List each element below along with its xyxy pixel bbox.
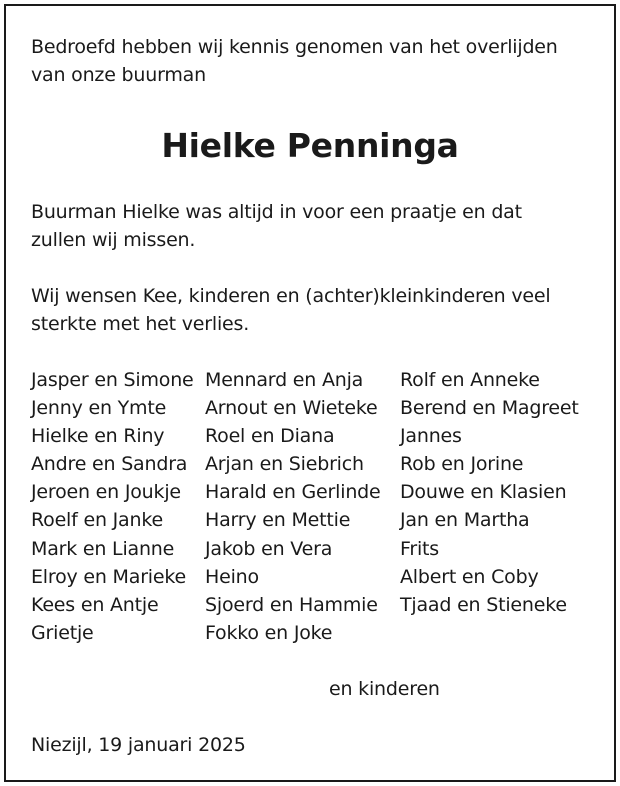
signatory: Jan en Martha xyxy=(400,509,530,532)
signatory: Rolf en Anneke xyxy=(400,369,540,391)
signatory: Fokko en Joke xyxy=(205,621,333,644)
place-date: Niezijl, 19 januari 2025 xyxy=(31,734,246,756)
signatory: Albert en Coby xyxy=(400,565,539,588)
signatory: Frits xyxy=(400,537,439,560)
signatory: Rob en Jorine xyxy=(400,453,524,476)
signatory: Mennard en Anja xyxy=(205,369,364,391)
signatory: Jasper en Simone xyxy=(31,369,194,391)
signatory: Jakob en Vera xyxy=(205,537,333,560)
signatory: Douwe en Klasien xyxy=(400,481,567,504)
intro-line: Bedroefd hebben wij kennis genomen van het overlijden xyxy=(31,36,558,58)
paragraph-line: zullen wij missen. xyxy=(31,229,196,251)
signatory: Tjaad en Stieneke xyxy=(400,593,567,616)
signatory: Jannes xyxy=(400,425,462,448)
paragraph-2 xyxy=(31,282,550,338)
signatory: Roel en Diana xyxy=(205,425,335,448)
signatories-column-3 xyxy=(400,366,579,619)
signatories-column-1 xyxy=(31,366,194,647)
deceased-name: Hielke Penninga xyxy=(161,126,459,165)
signatory: Roelf en Janke xyxy=(31,509,163,532)
paragraph-line: Wij wensen Kee, kinderen en (achter)kleinkinderen veel xyxy=(31,285,551,307)
signatories-column-2 xyxy=(205,366,381,647)
signatory: Jenny en Ymte xyxy=(31,397,167,420)
signatory: Hielke en Riny xyxy=(31,425,165,448)
and-children: en kinderen xyxy=(329,678,440,700)
intro-line: van onze buurman xyxy=(31,64,206,86)
signatory: Elroy en Marieke xyxy=(31,565,186,588)
signatory: Sjoerd en Hammie xyxy=(205,593,378,616)
signatory: Mark en Lianne xyxy=(31,537,175,560)
signatory: Heino xyxy=(205,565,259,588)
signatory: Arnout en Wieteke xyxy=(205,397,378,420)
paragraph-line: sterkte met het verlies. xyxy=(31,313,250,335)
signatory: Arjan en Siebrich xyxy=(205,453,364,476)
signatory: Harry en Mettie xyxy=(205,509,351,532)
signatory: Berend en Magreet xyxy=(400,397,579,420)
signatory: Grietje xyxy=(31,621,94,644)
paragraph-line: Buurman Hielke was altijd in voor een praatje en dat xyxy=(31,201,522,223)
signatory: Kees en Antje xyxy=(31,593,159,616)
intro-text xyxy=(31,33,558,89)
paragraph-1 xyxy=(31,198,522,254)
signatory: Andre en Sandra xyxy=(31,453,188,476)
signatory: Jeroen en Joukje xyxy=(31,481,181,504)
signatory: Harald en Gerlinde xyxy=(205,481,381,504)
